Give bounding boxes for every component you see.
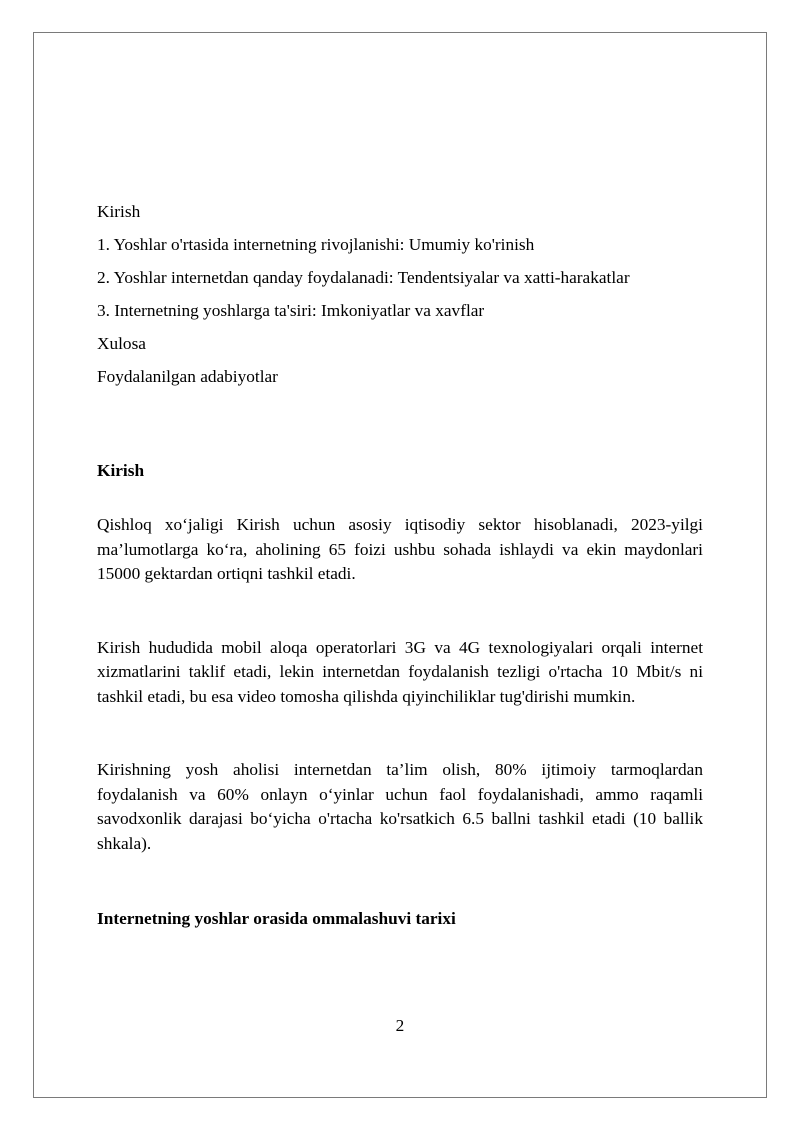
toc-item-conclusion: Xulosa — [97, 334, 146, 353]
page-number: 2 — [395, 1016, 405, 1035]
intro-paragraph-1: Qishloq xo‘jaligi Kirish uchun asosiy iqtisodiy sektor hisoblanadi, 2023-yilgi ma’lumotlarga ko‘ra, aholining 65 foizi ushbu sohada ishlaydi va ekin maydonlari 15000 gektardan ortiqni tashkil etadi. — [97, 515, 703, 583]
toc-item-1: 1. Yoshlar o'rtasida internetning rivojlanishi: Umumiy ko'rinish — [97, 235, 535, 254]
toc-item-intro: Kirish — [97, 202, 141, 221]
toc-item-references: Foydalanilgan adabiyotlar — [97, 367, 278, 386]
intro-paragraph-3: Kirishning yosh aholisi internetdan ta’lim olish, 80% ijtimoiy tarmoqlardan foydalanish va 60% onlayn o‘yinlar uchun faol foydalanishadi, ammo raqamli savodxonlik darajasi bo‘yicha o'rtacha ko'rsatkich 6.5 ballni tashkil etadi (10 ballik shkala). — [97, 760, 703, 853]
toc-item-3: 3. Internetning yoshlarga ta'siri: Imkoniyatlar va xavflar — [97, 301, 485, 320]
toc-item-2: 2. Yoshlar internetdan qanday foydalanadi: Tendentsiyalar va xatti-harakatlar — [97, 268, 630, 287]
intro-heading: Kirish — [97, 461, 145, 480]
intro-paragraph-2: Kirish hududida mobil aloqa operatorlari 3G va 4G texnologiyalari orqali internet xizmatlarini taklif etadi, lekin internetdan foydalanish tezligi o'rtacha 10 Mbit/s ni tashkil etadi, bu esa video tomosha qilishda qiyinchiliklar tug'dirishi mumkin. — [97, 637, 703, 706]
document-body — [97, 200, 703, 931]
history-heading: Internetning yoshlar orasida ommalashuvi tarixi — [97, 909, 456, 928]
table-of-contents — [97, 200, 703, 398]
